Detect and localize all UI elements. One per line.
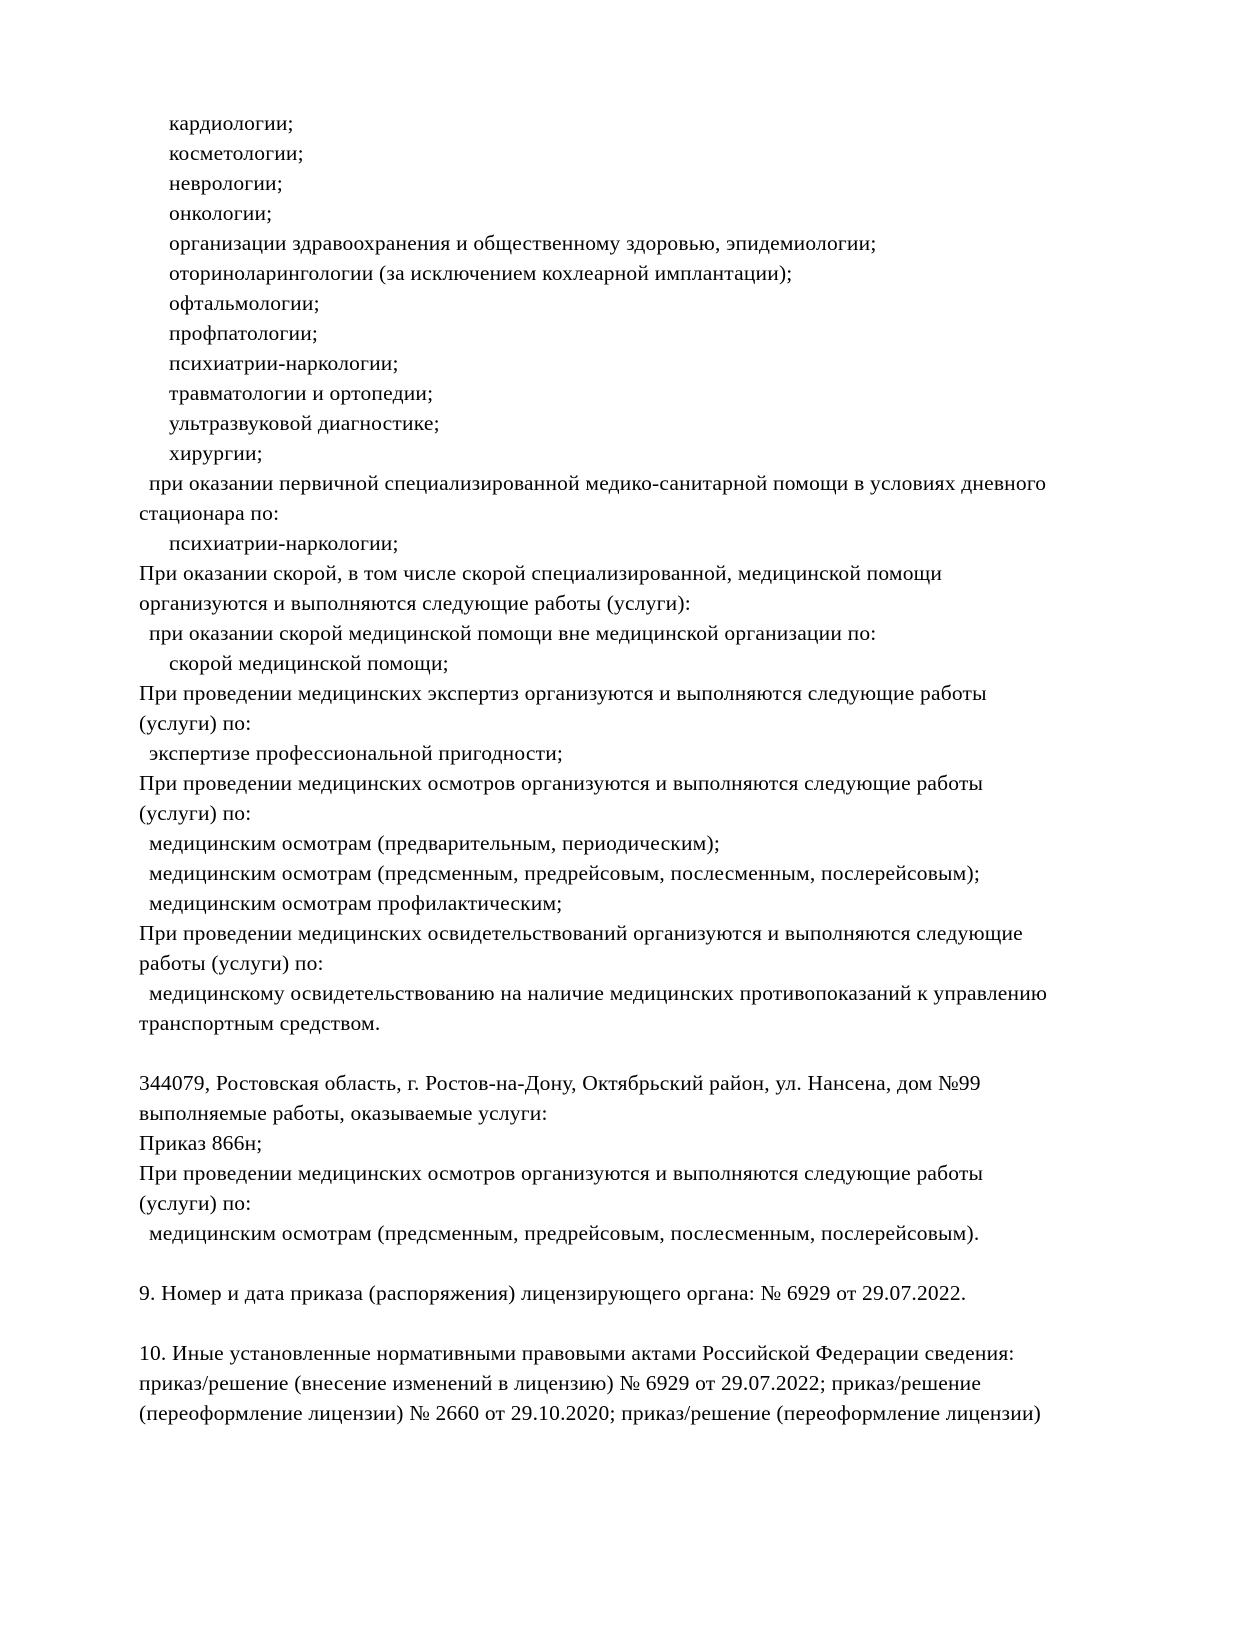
doc-line: неврологии; — [169, 171, 283, 195]
doc-line-item-10: 10. Иные установленные нормативными правовыми актами Российской Федерации сведения: — [139, 1341, 1015, 1365]
doc-line: При проведении медицинских экспертиз организуются и выполняются следующие работы — [139, 681, 987, 705]
doc-blank-line — [139, 1248, 1180, 1278]
doc-line: скорой медицинской помощи; — [169, 651, 449, 675]
doc-line: организации здравоохранения и общественному здоровью, эпидемиологии; — [169, 231, 877, 255]
doc-line: косметологии; — [169, 141, 304, 165]
doc-line: (услуги) по: — [139, 711, 252, 735]
doc-line: транспортным средством. — [139, 1011, 381, 1035]
doc-line-address: 344079, Ростовская область, г. Ростов-на-Дону, Октябрьский район, ул. Нансена, дом №99 — [139, 1071, 981, 1095]
doc-line: психиатрии-наркологии; — [169, 531, 399, 555]
doc-line: При проведении медицинских осмотров организуются и выполняются следующие работы — [139, 1161, 984, 1185]
doc-line: стационара по: — [139, 501, 280, 525]
doc-blank-line — [139, 1308, 1180, 1338]
doc-line-item-9: 9. Номер и дата приказа (распоряжения) лицензирующего органа: № 6929 от 29.07.2022. — [139, 1281, 967, 1305]
doc-line: профпатологии; — [169, 321, 319, 345]
doc-line: (услуги) по: — [139, 801, 252, 825]
doc-line: (переоформление лицензии) № 2660 от 29.10.2020; приказ/решение (переоформление лицензии) — [139, 1401, 1042, 1425]
doc-line: офтальмологии; — [169, 291, 320, 315]
doc-line: хирургии; — [169, 441, 263, 465]
doc-line: (услуги) по: — [139, 1191, 252, 1215]
doc-line: медицинским осмотрам (предварительным, периодическим); — [149, 831, 720, 855]
doc-line: работы (услуги) по: — [139, 951, 324, 975]
doc-line: кардиологии; — [169, 111, 294, 135]
doc-line: медицинским осмотрам (предсменным, предрейсовым, послесменным, послерейсовым). — [149, 1221, 980, 1245]
doc-line: приказ/решение (внесение изменений в лицензию) № 6929 от 29.07.2022; приказ/решение — [139, 1371, 982, 1395]
doc-blank-line — [139, 1038, 1180, 1068]
doc-line: при оказании скорой медицинской помощи вне медицинской организации по: — [149, 621, 877, 645]
doc-line: выполняемые работы, оказываемые услуги: — [139, 1101, 548, 1125]
doc-line: организуются и выполняются следующие работы (услуги): — [139, 591, 691, 615]
doc-line: При проведении медицинских освидетельствований организуются и выполняются следующие — [139, 921, 1023, 945]
doc-line: при оказании первичной специализированной медико-санитарной помощи в условиях дневного — [149, 471, 1047, 495]
doc-line: травматологии и ортопедии; — [169, 381, 434, 405]
doc-line: При оказании скорой, в том числе скорой специализированной, медицинской помощи — [139, 561, 943, 585]
doc-line: психиатрии-наркологии; — [169, 351, 399, 375]
doc-line: медицинским осмотрам (предсменным, предрейсовым, послесменным, послерейсовым); — [149, 861, 981, 885]
doc-line: При проведении медицинских осмотров организуются и выполняются следующие работы — [139, 771, 984, 795]
doc-line: онкологии; — [169, 201, 273, 225]
doc-line: оториноларингологии (за исключением кохлеарной имплантации); — [169, 261, 793, 285]
doc-line: Приказ 866н; — [139, 1131, 263, 1155]
doc-line: медицинским осмотрам профилактическим; — [149, 891, 563, 915]
doc-line: экспертизе профессиональной пригодности; — [149, 741, 564, 765]
doc-line: медицинскому освидетельствованию на наличие медицинских противопоказаний к управлению — [149, 981, 1048, 1005]
doc-line: ультразвуковой диагностике; — [169, 411, 440, 435]
